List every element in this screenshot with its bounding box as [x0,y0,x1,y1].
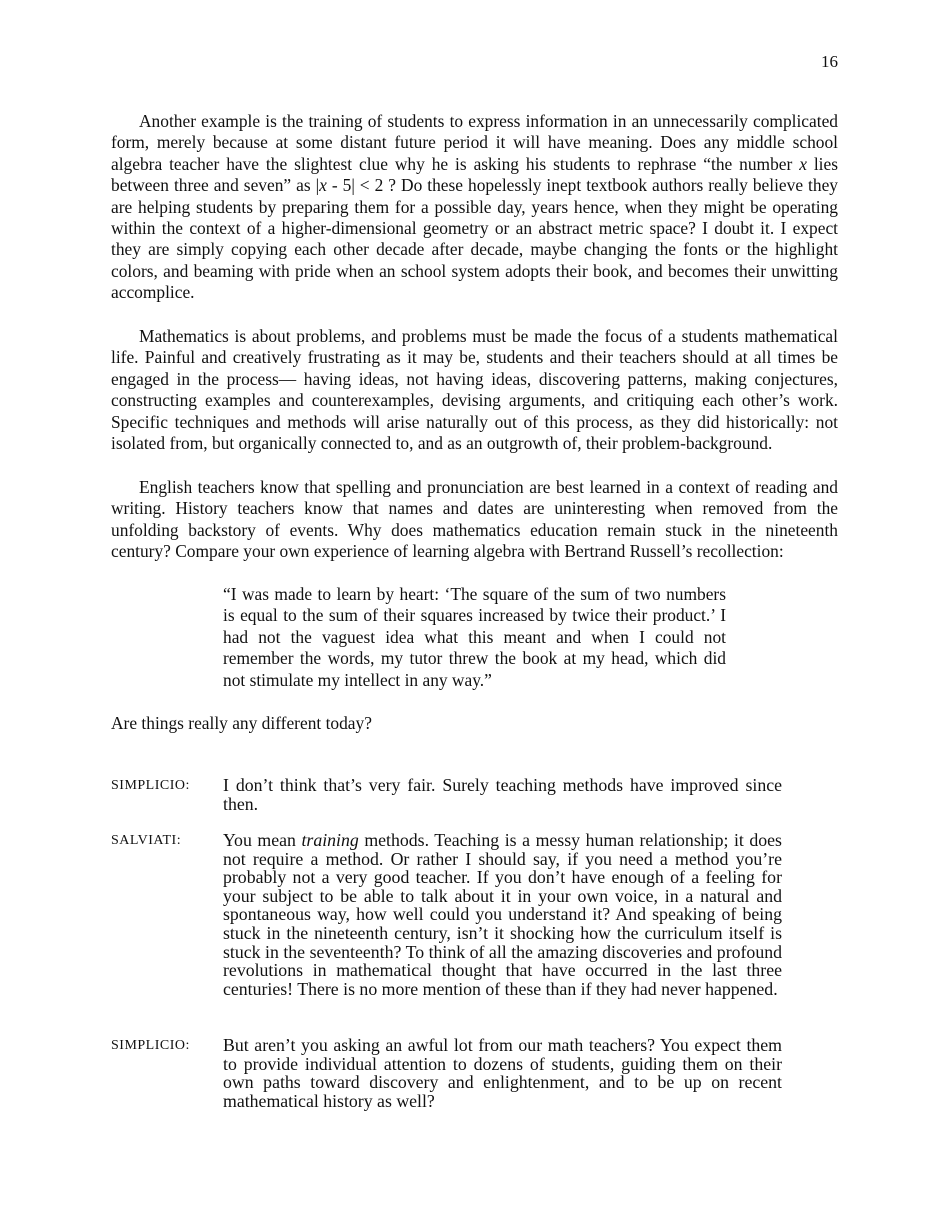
speech-text: I don’t think that’s very fair. Surely teaching methods have improved since then. [223,775,782,814]
speech-text [223,831,782,998]
math-variable: x [319,175,327,196]
speech-text: But aren’t you asking an awful lot from our math teachers? You expect them to provide individual attention to dozens of students, guiding them on their own paths toward discovery and enlightenment, and to be up on recent mathematical history as well? [223,1035,782,1111]
paragraph-english-teachers [111,477,838,563]
paragraph-training-example [111,111,838,304]
emphasis: training [301,830,359,850]
closing-question: Are things really any different today? [111,713,372,733]
speech-text-rest: methods. Teaching is a messy human relationship; it does not require a method. Or rather I should say, if you need a method you’re probably not a very good teacher. If you don’t have enough of a feeling for your subject to be able to talk about it in your own voice, in a natural and spontaneous way, how well could you understand it? And speaking of being stuck in the nineteenth century, isn’t it shocking how the curriculum itself is stuck in the seventeenth? To think of all the amazing discoveries and profound revolutions in mathematical thought that have occurred in the last three centuries! There is no more mention of these than if they had never happened. [223,830,782,999]
paragraph-mathematics-problems [111,326,838,454]
paragraph-text: lies between three and seven” as | [111,153,838,196]
speech-text-start: You mean [223,830,302,850]
paragraph-text: English teachers know that spelling and pronunciation are best learned in a context of reading and writing. History teachers know that names and dates are uninteresting when removed from the unfolding backstory of events. Why does mathematics education remain stuck in the nineteenth century? Compare your own experience of learning algebra with Bertrand Russell’s recollection: [111,477,838,562]
speaker-label: SIMPLICIO: [111,1038,190,1053]
speaker-label: SIMPLICIO: [111,778,190,793]
page-number: 16 [821,52,838,71]
paragraph-text: - 5| < 2 ? Do these hopelessly inept textbook authors really believe they are helping students by preparing them for a possible day, years hence, when they might be operating within the context of a higher-dimensional geometry or an abstract metric space? I doubt it. I expect they are simply copying each other decade after decade, maybe changing the fonts or the highlight colors, and beaming with pride when an school system adopts their book, and becomes their unwitting accomplice. [111,175,838,303]
paragraph-text: Mathematics is about problems, and problems must be made the focus of a students mathematical life. Painful and creatively frustrating as it may be, students and their teachers should at all times be engaged in the process— having ideas, not having ideas, discovering patterns, making conjectures, constructing examples and counterexamples, devising arguments, and critiquing each other’s work. Specific techniques and methods will arise naturally out of this process, as they did historically: not isolated from, but organically connected to, and as an outgrowth of, their problem-background. [111,326,838,454]
math-variable: x [799,153,807,174]
speaker-label: SALVIATI: [111,833,182,848]
russell-quote: “I was made to learn by heart: ‘The square of the sum of two numbers is equal to the sum of their squares increased by twice their product.’ I had not the vaguest idea what this meant and when I could not remember the words, my tutor threw the book at my head, which did not stimulate my intellect in any way.” [223,584,726,690]
paragraph-text: Another example is the training of students to express information in an unnecessarily complicated form, merely because at some distant future period it will have meaning. Does any middle school algebra teacher have the slightest clue why he is asking his students to rephrase “the number [111,111,838,174]
